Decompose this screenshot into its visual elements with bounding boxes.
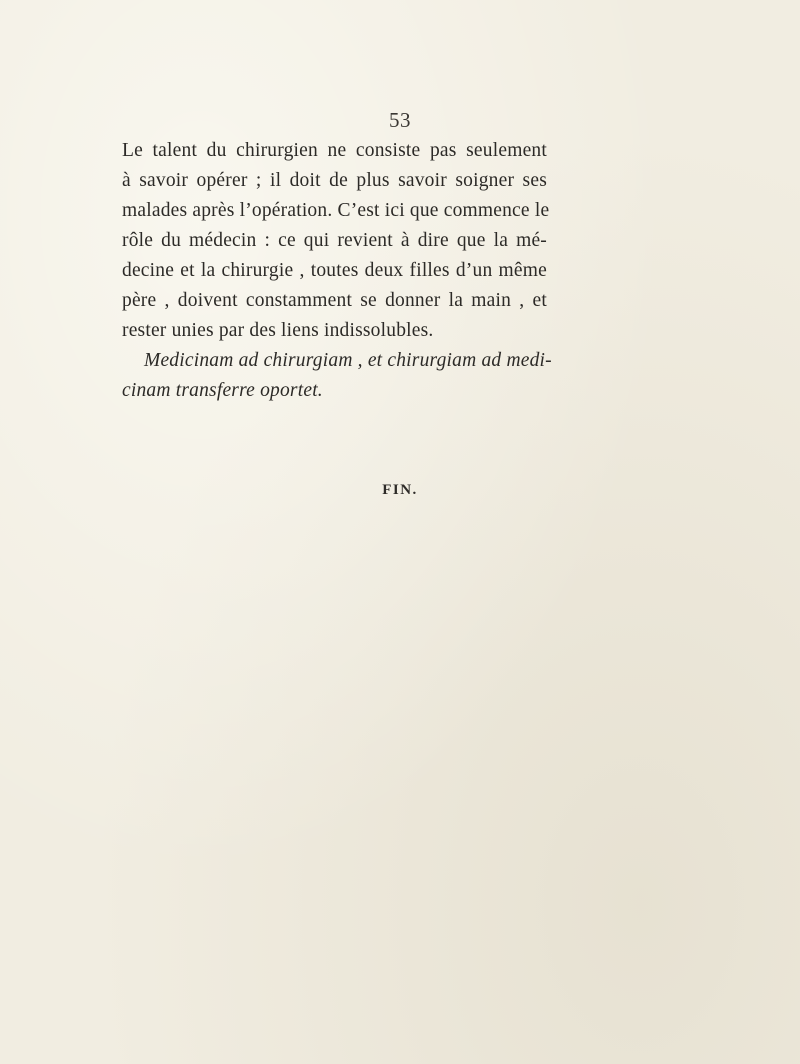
end-mark: FIN. — [382, 482, 418, 498]
latin-quote-line: cinam transferre oportet. — [122, 380, 323, 401]
page-number: 53 — [389, 108, 411, 132]
latin-quote-line: Medicinam ad chirurgiam , et chirurgiam ad medi- — [144, 350, 552, 371]
body-text — [122, 136, 552, 406]
text-line: malades après l’opération. C’est ici que commence le — [122, 200, 550, 221]
text-line: père , doivent constamment se donner la main , et — [122, 290, 547, 311]
text-line: rôle du médecin : ce qui revient à dire que la mé- — [122, 230, 547, 251]
text-line: Le talent du chirurgien ne consiste pas seulement — [122, 140, 547, 161]
text-line: à savoir opérer ; il doit de plus savoir soigner ses — [122, 170, 547, 191]
text-line: decine et la chirurgie , toutes deux filles d’un même — [122, 260, 547, 281]
text-line: rester unies par des liens indissolubles. — [122, 320, 434, 341]
